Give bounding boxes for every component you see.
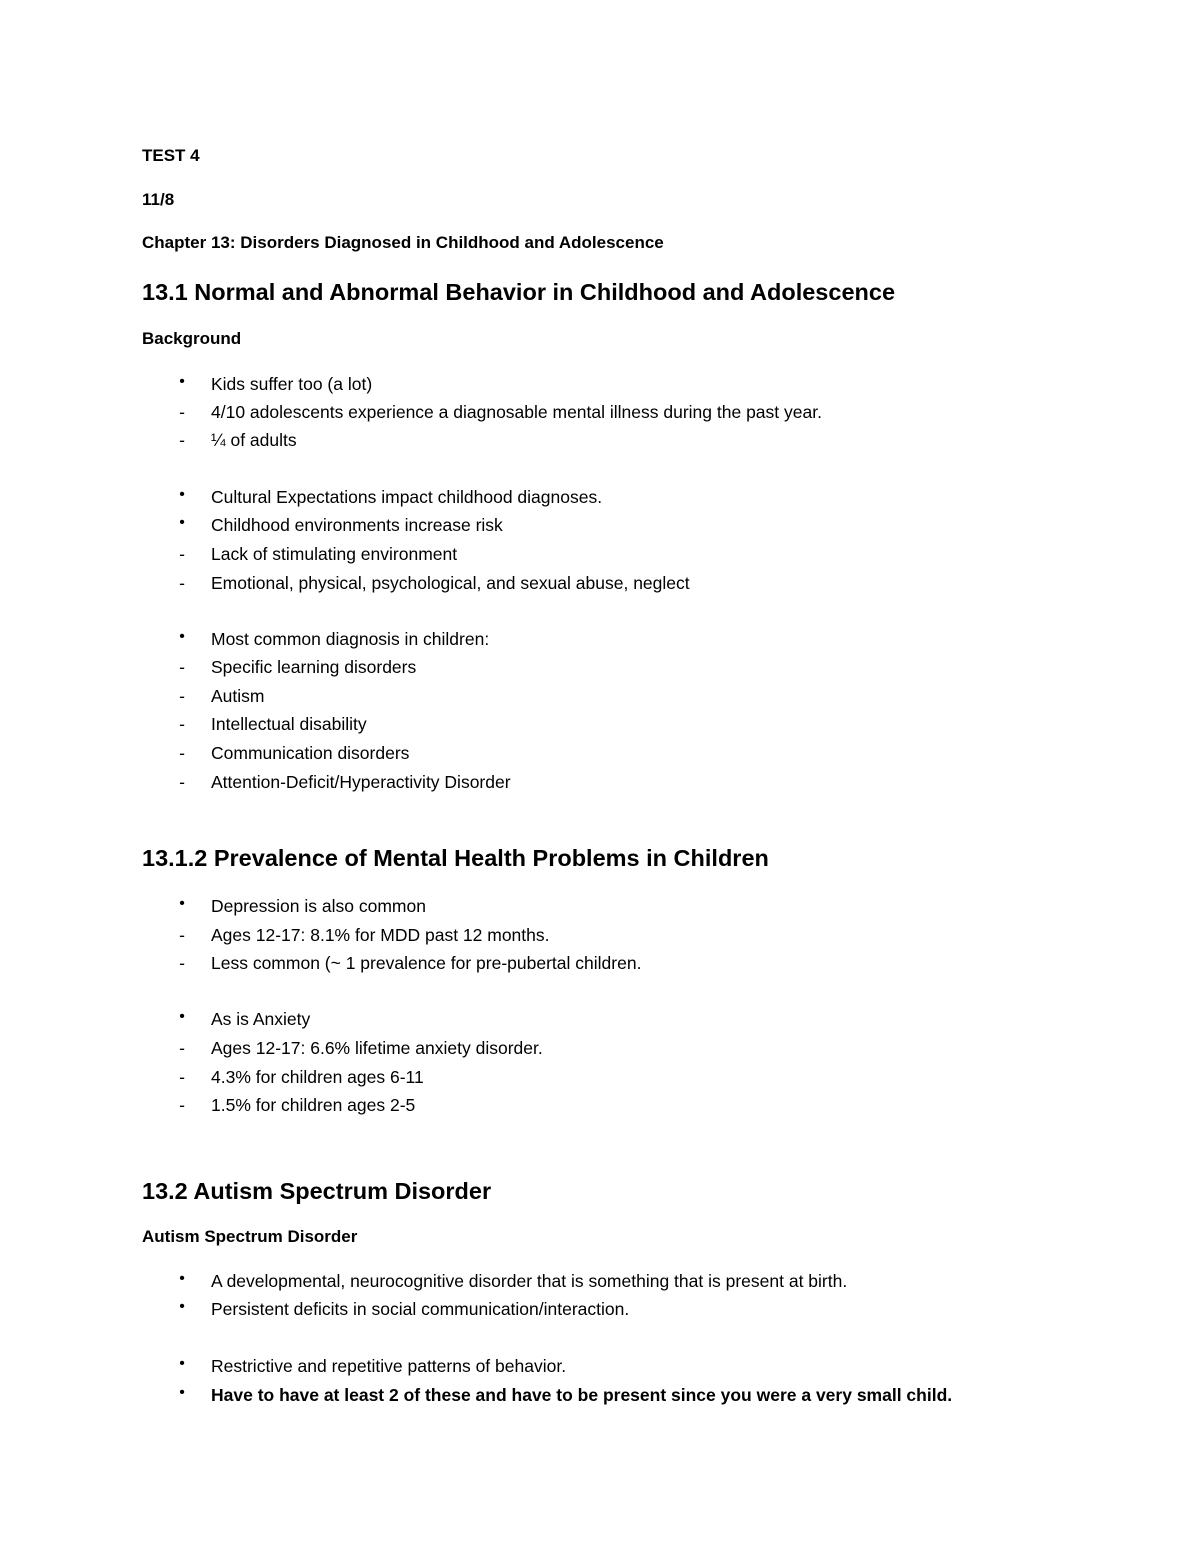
list-item-text: Autism [211, 686, 265, 706]
list-item-text: 1.5% for children ages 2-5 [211, 1095, 416, 1115]
date-line: 11/8 [142, 190, 175, 209]
list-item-text: Cultural Expectations impact childhood diagnoses. [211, 487, 603, 507]
list-item-text: Emotional, physical, psychological, and sexual abuse, neglect [211, 573, 690, 593]
bullet-icon: • [179, 895, 185, 912]
test-title: TEST 4 [142, 146, 200, 165]
list-item-text: Most common diagnosis in children: [211, 629, 490, 649]
list-item-text: Less common (~ 1 prevalence for pre-pubertal children. [211, 953, 642, 973]
dash-icon: - [179, 657, 185, 677]
dash-icon: - [179, 430, 185, 450]
bullet-icon: • [179, 514, 185, 531]
bullet-icon: • [179, 1270, 185, 1287]
bullet-icon: • [179, 1355, 185, 1372]
subheading-background: Background [142, 329, 242, 348]
section-heading-13-1-2: 13.1.2 Prevalence of Mental Health Problems in Children [142, 845, 769, 871]
dash-icon: - [179, 772, 185, 792]
list-item-text: Have to have at least 2 of these and have to be present since you were a very small child. [211, 1385, 953, 1405]
bullet-icon: • [179, 1008, 185, 1025]
list-item-text: Ages 12-17: 6.6% lifetime anxiety disorder. [211, 1038, 543, 1058]
list-item-text: Restrictive and repetitive patterns of behavior. [211, 1356, 567, 1376]
list-item-text: ¼ of adults [211, 430, 297, 450]
list-item-text: Specific learning disorders [211, 657, 417, 677]
list-item-text: 4.3% for children ages 6-11 [211, 1067, 424, 1087]
dash-icon: - [179, 953, 185, 973]
list-item-text: 4/10 adolescents experience a diagnosable mental illness during the past year. [211, 402, 822, 422]
chapter-title: Chapter 13: Disorders Diagnosed in Childhood and Adolescence [142, 233, 664, 252]
list-item-text: Persistent deficits in social communication/interaction. [211, 1299, 630, 1319]
section-heading-13-2: 13.2 Autism Spectrum Disorder [142, 1178, 492, 1204]
dash-icon: - [179, 686, 185, 706]
list-item-text: A developmental, neurocognitive disorder that is something that is present at birth. [211, 1271, 848, 1291]
dash-icon: - [179, 1038, 185, 1058]
bullet-icon: • [179, 628, 185, 645]
list-item-text: Depression is also common [211, 896, 426, 916]
list-item-text: Lack of stimulating environment [211, 544, 458, 564]
dash-icon: - [179, 402, 185, 422]
list-item-text: Kids suffer too (a lot) [211, 374, 373, 394]
dash-icon: - [179, 714, 185, 734]
section-heading-13-1: 13.1 Normal and Abnormal Behavior in Childhood and Adolescence [142, 279, 896, 305]
dash-icon: - [179, 743, 185, 763]
list-item-text: Intellectual disability [211, 714, 367, 734]
subheading-autism: Autism Spectrum Disorder [142, 1227, 358, 1246]
dash-icon: - [179, 1067, 185, 1087]
dash-icon: - [179, 1095, 185, 1115]
list-item-text: Ages 12-17: 8.1% for MDD past 12 months. [211, 925, 550, 945]
bullet-icon: • [179, 1384, 185, 1401]
dash-icon: - [179, 544, 185, 564]
dash-icon: - [179, 573, 185, 593]
list-item-text: Communication disorders [211, 743, 410, 763]
list-item-text: Attention-Deficit/Hyperactivity Disorder [211, 772, 511, 792]
dash-icon: - [179, 925, 185, 945]
bullet-icon: • [179, 486, 185, 503]
list-item-text: Childhood environments increase risk [211, 515, 503, 535]
bullet-icon: • [179, 373, 185, 390]
bullet-icon: • [179, 1298, 185, 1315]
list-item-text: As is Anxiety [211, 1009, 311, 1029]
